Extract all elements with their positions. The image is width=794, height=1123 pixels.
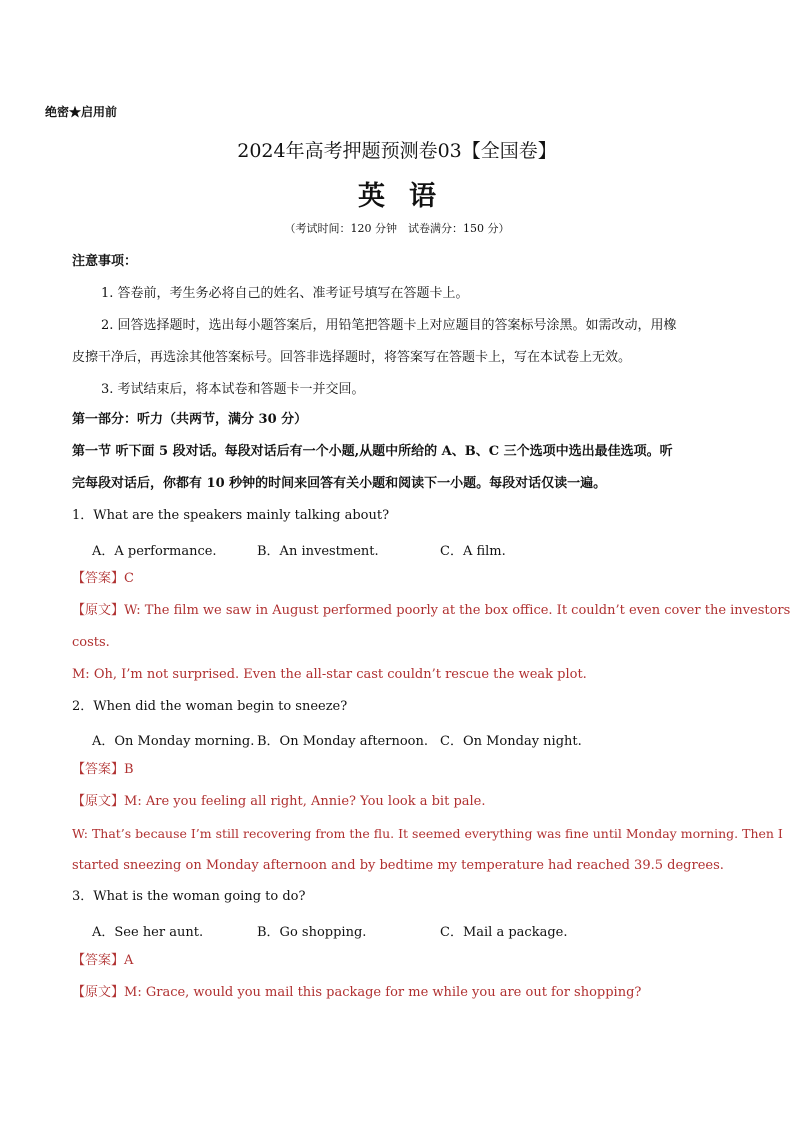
question-3-option-a: A．See her aunt. xyxy=(92,925,204,940)
confidential-mark: 绝密★启用前 xyxy=(45,105,118,119)
question-3-answer xyxy=(72,953,722,969)
question-1-script-2: costs. xyxy=(72,635,110,650)
question-2-option-b: B．On Monday afternoon. xyxy=(257,734,428,749)
question-3-script-1 xyxy=(72,985,722,1001)
question-1-script-1 xyxy=(72,603,791,619)
notice-item-1: 1. 答卷前，考生务必将自己的姓名、准考证号填写在答题卡上。 xyxy=(101,286,469,301)
script-text: W: The film we saw in August performed poorly at the box office. It couldn’t even cover the investors xyxy=(124,603,791,618)
question-1-answer xyxy=(72,571,722,587)
script-text: M: Grace, would you mail this package for me while you are out for shopping? xyxy=(124,985,642,1000)
section1-instruction-b: 完每段对话后，你都有 10 秒钟的时间来回答有关小题和阅读下一小题。每段对话仅读一遍。 xyxy=(72,476,607,491)
subject-title: 英语 xyxy=(358,181,460,212)
question-1-script-3: M: Oh, I’m not surprised. Even the all-star cast couldn’t rescue the weak plot. xyxy=(72,667,587,682)
exam-time-info: （考试时间：120 分钟 试卷满分：150 分） xyxy=(284,222,510,235)
question-1-stem: 1．What are the speakers mainly talking about? xyxy=(72,508,390,523)
question-1-option-c: C．A film. xyxy=(440,544,506,559)
question-2-option-a: A．On Monday morning. xyxy=(92,734,255,749)
question-3-option-b: B．Go shopping. xyxy=(257,925,367,940)
answer-value: C xyxy=(124,571,134,586)
answer-label: 【答案】 xyxy=(72,571,125,586)
notice-item-2b: 皮擦干净后，再选涂其他答案标号。回答非选择题时，将答案写在答题卡上，写在本试卷上无效。 xyxy=(72,350,632,365)
notice-item-2a: 2. 回答选择题时，选出每小题答案后，用铅笔把答题卡上对应题目的答案标号涂黑。如需改动，用橡 xyxy=(101,318,677,333)
notice-heading: 注意事项： xyxy=(72,254,138,269)
answer-label: 【答案】 xyxy=(72,953,125,968)
question-3-option-c: C．Mail a package. xyxy=(440,925,568,940)
notice-item-3: 3. 考试结束后，将本试卷和答题卡一并交回。 xyxy=(101,382,365,397)
question-2-stem: 2．When did the woman begin to sneeze? xyxy=(72,699,348,714)
answer-label: 【答案】 xyxy=(72,762,125,777)
part1-heading: 第一部分：听力（共两节，满分 30 分） xyxy=(72,412,308,427)
script-text: M: Are you feeling all right, Annie? You look a bit pale. xyxy=(124,794,486,809)
exam-title: 2024年高考押题预测卷03【全国卷】 xyxy=(237,140,557,162)
source-label: 【原文】 xyxy=(72,794,125,809)
question-2-script-3: started sneezing on Monday afternoon and by bedtime my temperature had reached 39.5 degrees. xyxy=(72,858,724,873)
answer-value: B xyxy=(124,762,134,777)
question-2-answer xyxy=(72,762,722,778)
question-2-script-2: W: That’s because I’m still recovering from the flu. It seemed everything was fine until Monday morning. Then I xyxy=(72,826,783,841)
answer-value: A xyxy=(124,953,134,968)
question-3-stem: 3．What is the woman going to do? xyxy=(72,889,306,904)
question-1-option-a: A．A performance. xyxy=(92,544,217,559)
question-2-script-1 xyxy=(72,794,722,810)
section1-instruction-a: 第一节 听下面 5 段对话。每段对话后有一个小题,从题中所给的 A、B、C 三个选项中选出最佳选项。听 xyxy=(72,444,673,459)
question-1-option-b: B．An investment. xyxy=(257,544,379,559)
source-label: 【原文】 xyxy=(72,603,125,618)
question-2-option-c: C．On Monday night. xyxy=(440,734,582,749)
source-label: 【原文】 xyxy=(72,985,125,1000)
